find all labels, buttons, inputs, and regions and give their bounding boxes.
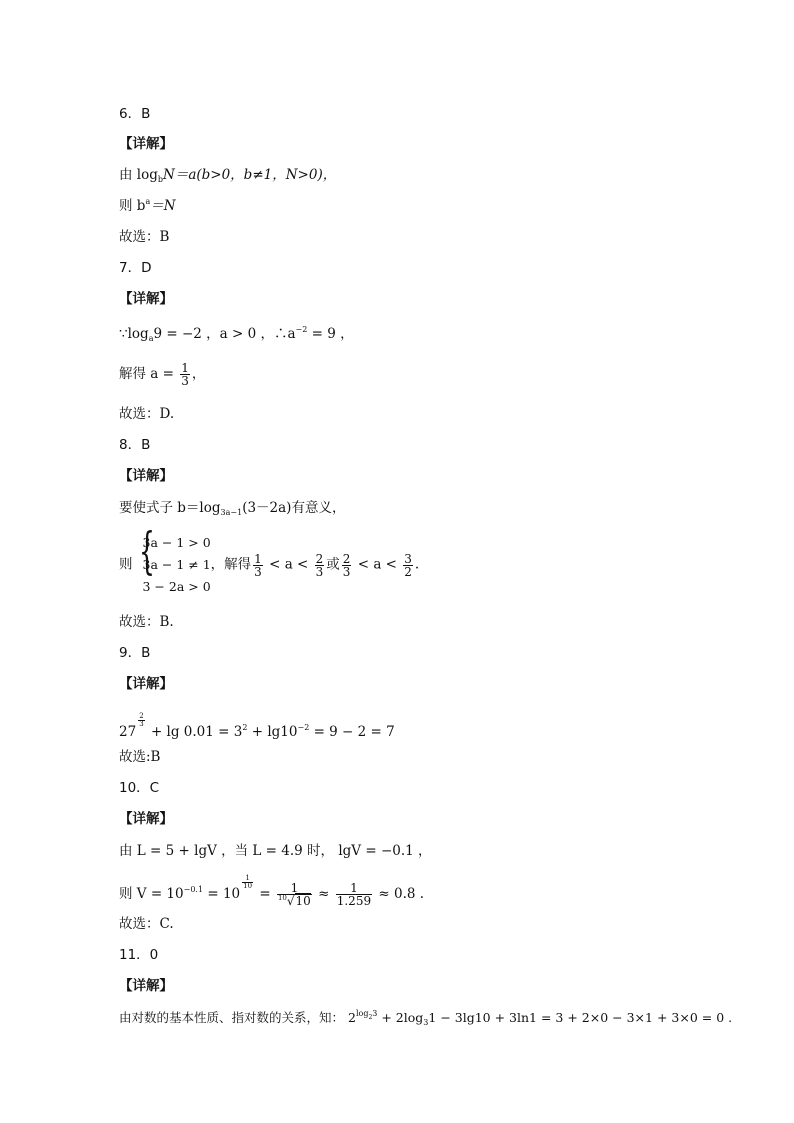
- text: ≈: [313, 886, 334, 902]
- radical-sign: √: [286, 894, 295, 908]
- text: =: [255, 886, 275, 902]
- fraction: [342, 553, 352, 578]
- text: 由对数的基本性质、指对数的关系，知：: [119, 1010, 345, 1025]
- step-10-2: [119, 875, 424, 907]
- subscript: b: [157, 175, 164, 184]
- text: (3－2a)有意义，: [242, 500, 346, 516]
- text: = 9 ，: [307, 326, 354, 342]
- step-9-1: [119, 713, 395, 742]
- text: .: [414, 556, 420, 573]
- left-brace: {: [138, 522, 155, 580]
- numerator: 1: [290, 881, 299, 895]
- fraction: [253, 553, 263, 578]
- numerator: 2: [342, 551, 351, 566]
- numerator: 1: [254, 551, 262, 566]
- step-6-2: [119, 196, 176, 216]
- text: 则 b: [119, 198, 146, 214]
- detail-label-10: 【详解】: [119, 811, 173, 827]
- text: ，: [191, 366, 206, 382]
- system-row: 3a − 1 > 0: [142, 535, 211, 550]
- superscript: a: [145, 197, 151, 206]
- text: 解得 a =: [119, 366, 179, 382]
- detail-label-7: 【详解】: [119, 291, 173, 307]
- numerator: 2: [139, 712, 144, 720]
- text: + lg 0.01 = 3: [146, 724, 243, 740]
- detail-label-8: 【详解】: [119, 468, 173, 484]
- superscript: −0.1: [183, 885, 204, 894]
- text: 则: [119, 556, 133, 573]
- conclusion-6: 故选：B: [119, 229, 170, 245]
- text: ＝N: [150, 198, 176, 214]
- denominator: 3: [315, 564, 324, 579]
- fraction: [403, 553, 413, 578]
- equation-system: [133, 522, 211, 598]
- text: ≈ 0.8 .: [374, 886, 425, 902]
- numerator: 1: [350, 881, 358, 895]
- text: 由 log: [119, 167, 158, 183]
- denominator: 3: [139, 720, 144, 728]
- conclusion-7: 故选：D.: [119, 406, 175, 422]
- exponent-fraction: [138, 713, 144, 728]
- subscript: 3: [423, 1018, 429, 1027]
- subscript: 3a−1: [220, 508, 243, 517]
- answer-11: 11．0: [119, 947, 159, 963]
- text: = 9 − 2 = 7: [309, 724, 395, 740]
- text: 3: [372, 1009, 378, 1018]
- text: < a <: [264, 556, 313, 573]
- detail-label-11: 【详解】: [119, 978, 173, 994]
- denominator: [277, 894, 312, 907]
- detail-label-6: 【详解】: [119, 136, 173, 152]
- fraction: [180, 362, 190, 387]
- system-row: 3 − 2a > 0: [142, 579, 211, 594]
- answer-10: 10．C: [119, 780, 160, 796]
- text: + 2log: [377, 1010, 424, 1025]
- text: + lg10: [247, 724, 298, 740]
- text: 2: [348, 1010, 356, 1025]
- text: 要使式子 b＝log: [119, 500, 221, 516]
- superscript: −2: [297, 723, 310, 732]
- text: N＝a(b>0，b≠1，N>0)，: [163, 167, 337, 183]
- fraction: [336, 882, 372, 907]
- denominator: 1.259: [336, 894, 372, 908]
- step-7-1: [119, 324, 354, 344]
- fraction: [315, 553, 325, 578]
- numerator: 2: [315, 551, 324, 566]
- text: 1 − 3lg10 + 3ln1 = 3 + 2×0 − 3×1 + 3×0 = 0 .: [428, 1010, 733, 1025]
- exponent-fraction: [242, 875, 253, 890]
- conclusion-10: 故选：C.: [119, 916, 174, 932]
- text: 则 V = 10: [119, 886, 184, 902]
- step-8-2: [119, 522, 420, 598]
- subscript: a: [148, 334, 154, 343]
- conclusion-8: 故选：B.: [119, 614, 174, 630]
- step-6-1: [119, 165, 336, 185]
- step-11-1: [119, 1008, 732, 1028]
- answer-8: 8．B: [119, 437, 151, 453]
- superscript: [355, 1009, 378, 1021]
- detail-label-9: 【详解】: [119, 676, 173, 692]
- step-10-1: 由 L = 5 + lgV ，当 L = 4.9 时， lgV = −0.1 ，: [119, 843, 432, 859]
- denominator: 10: [243, 882, 253, 890]
- fraction: [277, 882, 312, 907]
- superscript: 2: [242, 723, 248, 732]
- radicand: 10: [295, 894, 311, 908]
- denominator: 3: [342, 564, 351, 579]
- text: ，解得: [210, 556, 252, 573]
- denominator: 3: [254, 564, 262, 579]
- answer-9: 9．B: [119, 645, 151, 661]
- numerator: 1: [245, 874, 250, 882]
- text: ∵log: [119, 326, 149, 342]
- subscript: 2: [368, 1014, 373, 1021]
- denominator: 2: [404, 564, 412, 579]
- denominator: 3: [181, 374, 189, 388]
- numerator: 3: [404, 551, 412, 566]
- text: log: [355, 1009, 369, 1018]
- system-row: 3a − 1 ≠ 1: [142, 557, 211, 572]
- text: < a <: [353, 556, 402, 573]
- text: 或: [326, 556, 340, 573]
- text: 9 = −2 ，a > 0 ，∴a: [153, 326, 296, 342]
- step-8-1: [119, 498, 345, 518]
- answer-7: 7．D: [119, 260, 152, 276]
- conclusion-9: 故选:B: [119, 749, 161, 765]
- numerator: 1: [181, 361, 189, 375]
- superscript: −2: [295, 325, 308, 334]
- root-index: 10: [277, 894, 287, 902]
- answer-6: 6．B: [119, 106, 151, 122]
- text: 27: [119, 724, 137, 740]
- text: = 10: [203, 886, 241, 902]
- step-7-2: [119, 362, 205, 387]
